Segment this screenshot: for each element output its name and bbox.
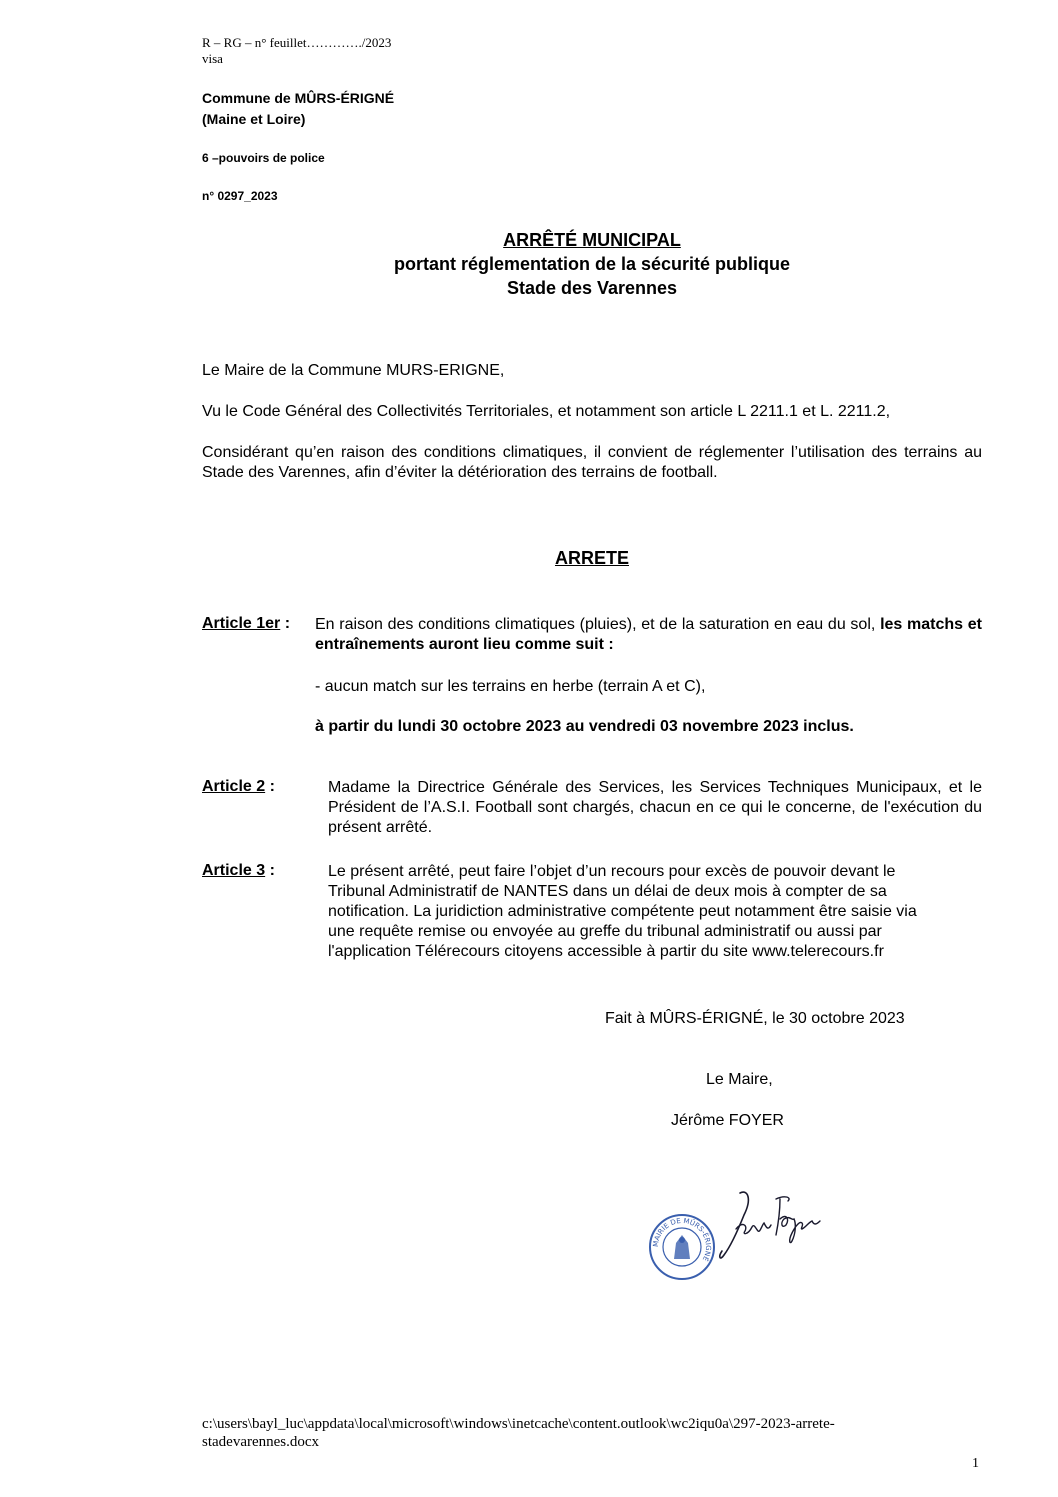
official-seal-stamp <box>648 1213 716 1281</box>
category-line: 6 –pouvoirs de police <box>202 151 325 165</box>
seal-lettering: MAIRIE DE MÛRS-ÉRIGNÉ <box>651 1216 713 1263</box>
file-path-line-2: stadevarennes.docx <box>202 1434 320 1450</box>
handwritten-signature <box>718 1185 828 1275</box>
article-1-label: Article 1er : <box>202 615 291 632</box>
decree-number: n° 0297_2023 <box>202 189 278 203</box>
signatory-role: Le Maire, <box>706 1071 773 1088</box>
decision-heading: ARRETE <box>554 548 629 568</box>
article-2-text: Madame la Directrice Générale des Services, les Services Techniques Municipaux, et le Président de l’A.S.I. Football sont chargés, chacun en ce qui le concerne, de l'exécution du présent arrêté. <box>328 779 982 836</box>
article-3-line-4: une requête remise ou envoyée au greffe du tribunal administratif ou aussi par <box>328 923 882 940</box>
article-3-line-1: Le présent arrêté, peut faire l’objet d’un recours pour excès de pouvoir devant le <box>328 863 896 880</box>
commune-name: Commune de MÛRS-ÉRIGNÉ <box>202 90 395 106</box>
preamble-code: Vu le Code Général des Collectivités Territoriales, et notamment son article L 2211.1 et L. 2211.2, <box>202 403 891 420</box>
document-title <box>202 228 982 300</box>
article-3-line-2: Tribunal Administratif de NANTES dans un délai de deux mois à compter de sa <box>328 883 887 900</box>
article-1-text-bold: les matchs et entraînements auront lieu comme suit : <box>315 616 982 653</box>
page-number: 1 <box>972 1456 979 1471</box>
article-3-line-3: notification. La juridiction administrative compétente peut notamment être saisie via <box>328 903 917 920</box>
article-3-line-5: l'application Télérecours citoyens accessible à partir du site www.telerecours.fr <box>328 943 884 960</box>
department-name: (Maine et Loire) <box>202 111 306 127</box>
title-line-1: ARRÊTÉ MUNICIPAL <box>503 230 681 250</box>
signatory-name: Jérôme FOYER <box>671 1112 784 1129</box>
file-path <box>202 1415 835 1451</box>
place-and-date: Fait à MÛRS-ÉRIGNÉ, le 30 octobre 2023 <box>605 1010 905 1027</box>
article-2-label: Article 2 : <box>202 778 275 795</box>
file-path-line-1: c:\users\bayl_luc\appdata\local\microsoft\windows\inetcache\content.outlook\wc2iqu0a\297-2023-arrete- <box>202 1416 835 1432</box>
title-line-3: Stade des Varennes <box>506 278 678 298</box>
preamble-considering: Considérant qu’en raison des conditions climatiques, il convient de réglementer l’utilisation des terrains au Stade des Varennes, afin d’éviter la détérioration des terrains de football. <box>202 444 982 481</box>
preamble-mayor: Le Maire de la Commune MURS-ERIGNE, <box>202 362 505 379</box>
article-1-period: à partir du lundi 30 octobre 2023 au vendredi 03 novembre 2023 inclus. <box>315 718 854 735</box>
article-1-item: - aucun match sur les terrains en herbe (terrain A et C), <box>315 678 706 695</box>
article-1-text <box>315 615 982 655</box>
article-3-label: Article 3 : <box>202 862 275 879</box>
article-1-text-plain: En raison des conditions climatiques (pluies), et de la saturation en eau du sol, <box>315 616 881 633</box>
title-line-2: portant réglementation de la sécurité publique <box>393 254 791 274</box>
article-3-text <box>328 862 988 962</box>
visa-line: visa <box>202 51 223 66</box>
reference-line: R – RG – n° feuillet…………./2023 <box>202 35 392 50</box>
